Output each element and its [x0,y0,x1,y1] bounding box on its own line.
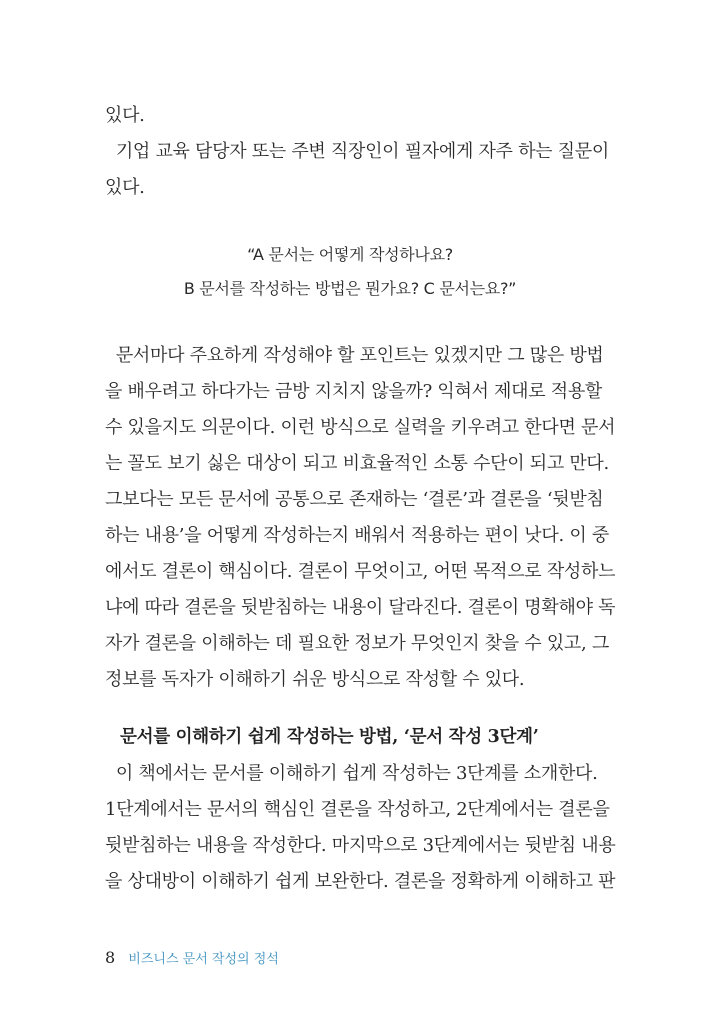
text-line: 정보를 독자가 이해하기 쉬운 방식으로 작성할 수 있다. [105,669,525,690]
text-line: 있다. [105,177,145,198]
text-line: 에서도 결론이 핵심이다. 결론이 무엇이고, 어떤 목적으로 작성하느 [105,561,616,582]
section-heading: 문서를 이해하기 쉽게 작성하는 방법, ‘문서 작성 3단계’ [120,727,539,747]
page-footer [105,944,279,972]
text-line: 냐에 따라 결론을 뒷받침하는 내용이 달라진다. 결론이 명확해야 독 [105,597,616,618]
page-number: 8 [105,948,116,967]
text-line: 자가 결론을 이해하는 데 필요한 정보가 무엇인지 찾을 수 있고, 그 [105,633,609,654]
paragraph-intro-end [105,98,595,134]
text-line: 있다. [105,105,145,126]
text-line: 이 책에서는 문서를 이해하기 쉽게 작성하는 3단계를 소개한다. [105,763,598,784]
quote-line: “A 문서는 어떻게 작성하나요? [247,245,453,264]
paragraph-body [105,338,616,698]
text-line: 는 꼴도 보기 싫은 대상이 되고 비효율적인 소통 수단이 되고 만다. [105,453,609,474]
text-line: 그보다는 모든 문서에 공통으로 존재하는 ‘결론’과 결론을 ‘뒷받침 [105,489,604,510]
paragraph-question-intro [105,134,609,206]
text-line: 을 배우려고 하다가는 금방 지치지 않을까? 익혀서 제대로 적용할 [105,381,603,402]
text-line: 뒷받침하는 내용을 작성한다. 마지막으로 3단계에서는 뒷받침 내용 [105,835,616,856]
text-line: 하는 내용’을 어떻게 작성하는지 배워서 적용하는 편이 낫다. 이 중 [105,525,609,546]
quote-line: B 문서를 작성하는 방법은 뭔가요? C 문서는요?” [183,279,517,298]
running-title: 비즈니스 문서 작성의 정석 [128,952,279,967]
text-line: 문서마다 주요하게 작성해야 할 포인트는 있겠지만 그 많은 방법 [105,345,604,366]
text-line: 수 있을지도 의문이다. 이런 방식으로 실력을 키우려고 한다면 문서 [105,417,616,438]
text-line: 을 상대방이 이해하기 쉽게 보완한다. 결론을 정확하게 이해하고 판 [105,871,616,892]
paragraph-three-steps [105,756,616,900]
quoted-question [105,238,595,306]
text-line: 1단계에서는 문서의 핵심인 결론을 작성하고, 2단계에서는 결론을 [105,799,610,820]
text-line: 기업 교육 담당자 또는 주변 직장인이 필자에게 자주 하는 질문이 [105,141,609,162]
